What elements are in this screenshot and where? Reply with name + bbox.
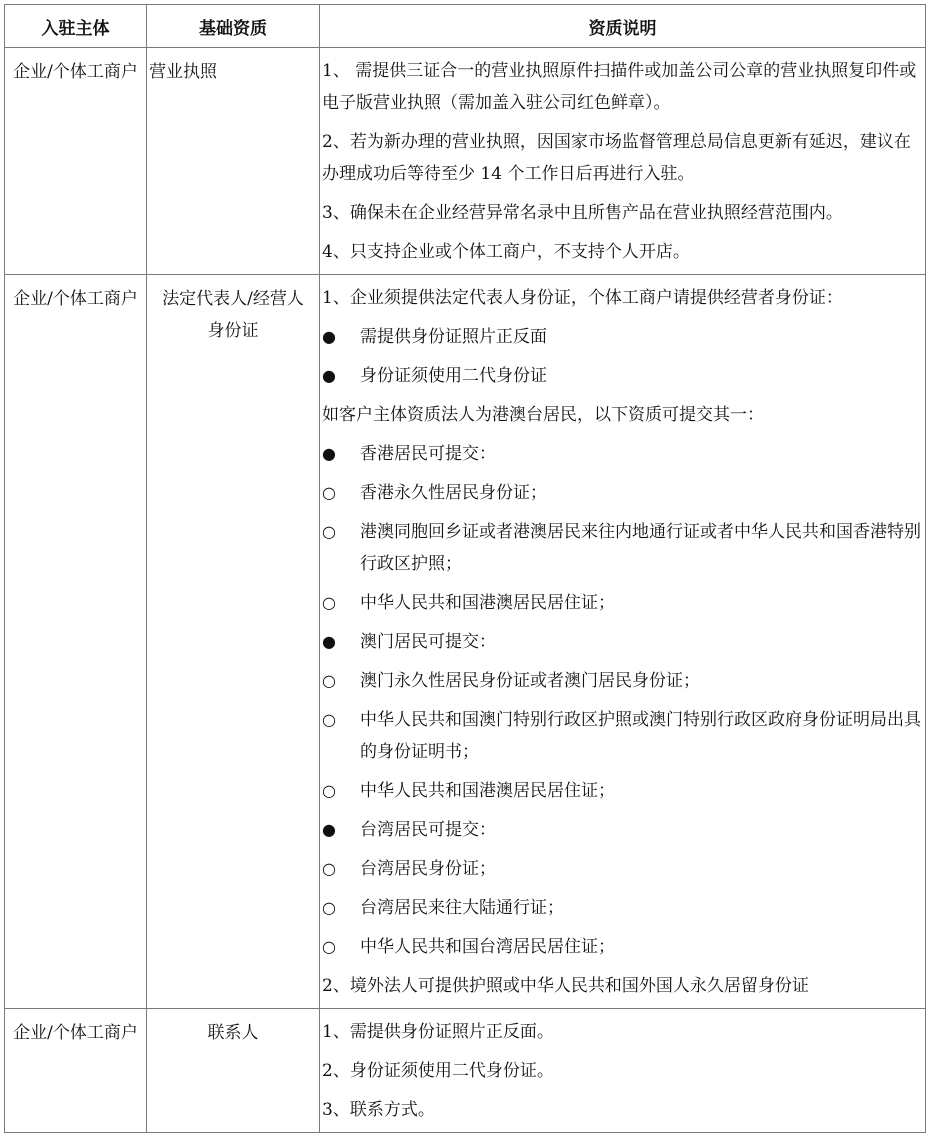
description-item: 2、身份证须使用二代身份证。 — [322, 1061, 554, 1081]
basic-text-line1: 法定代表人/经营人 — [162, 289, 304, 309]
table-header-row — [5, 5, 926, 48]
description-item: 4、只支持企业或个体工商户，不支持个人开店。 — [322, 242, 690, 262]
table-row-contact-person — [5, 1009, 926, 1133]
bullet-text: 中华人民共和国澳门特别行政区护照或澳门特别行政区政府身份证明局出具的身份证明书； — [360, 710, 921, 762]
bullet-item — [322, 850, 921, 889]
cell-description — [320, 275, 926, 1009]
bullet-text: 中华人民共和国港澳居民居住证； — [360, 593, 615, 613]
description-item: 如客户主体资质法人为港澳台居民，以下资质可提交其一： — [322, 405, 764, 425]
cell-description — [320, 48, 926, 275]
description-item: 2、若为新办理的营业执照，因国家市场监督管理总局信息更新有延迟，建议在办理成功后等待至少 14 个工作日后再进行入驻。 — [322, 132, 911, 184]
hollow-bullet-icon: ○ — [322, 522, 336, 541]
hollow-bullet-icon: ○ — [322, 483, 336, 502]
table-row-business-license — [5, 48, 926, 275]
hollow-bullet-icon: ○ — [322, 671, 336, 690]
basic-text: 联系人 — [207, 1023, 259, 1043]
description-item: 2、境外法人可提供护照或中华人民共和国外国人永久居留身份证 — [322, 976, 809, 996]
description-item: 1、企业须提供法定代表人身份证，个体工商户请提供经营者身份证： — [322, 288, 843, 308]
cell-basic — [147, 275, 320, 1009]
bullet-text: 澳门居民可提交： — [360, 632, 496, 652]
header-subject: 入驻主体 — [5, 5, 147, 48]
description-item: 1、 需提供三证合一的营业执照原件扫描件或加盖公司公章的营业执照复印件或电子版营业执照（需加盖入驻公司红色鲜章）。 — [322, 61, 917, 113]
bullet-text: 香港永久性居民身份证； — [360, 483, 547, 503]
description-item: 3、联系方式。 — [322, 1100, 435, 1120]
hollow-bullet-icon: ○ — [322, 898, 336, 917]
qualification-table — [4, 4, 926, 1133]
subject-text: 企业/个体工商户 — [13, 289, 138, 309]
hollow-bullet-icon: ○ — [322, 859, 336, 878]
filled-bullet-icon: ● — [322, 366, 336, 385]
table-row-legal-representative-id — [5, 275, 926, 1009]
description-item: 3、确保未在企业经营异常名录中且所售产品在营业执照经营范围内。 — [322, 203, 843, 223]
header-basic-qualification: 基础资质 — [147, 5, 320, 48]
bullet-text: 台湾居民可提交： — [360, 820, 496, 840]
bullet-text: 需提供身份证照片正反面 — [360, 327, 547, 347]
filled-bullet-icon: ● — [322, 632, 336, 651]
subject-text: 企业/个体工商户 — [13, 62, 138, 82]
cell-basic — [147, 48, 320, 275]
basic-text: 营业执照 — [149, 62, 217, 82]
basic-text — [147, 275, 319, 347]
bullet-item — [322, 513, 921, 584]
bullet-item — [322, 474, 921, 513]
bullet-text: 台湾居民身份证； — [360, 859, 496, 879]
bullet-text: 中华人民共和国港澳居民居住证； — [360, 781, 615, 801]
header-qualification-description: 资质说明 — [320, 5, 926, 48]
cell-subject — [5, 275, 147, 1009]
cell-basic — [147, 1009, 320, 1133]
hollow-bullet-icon: ○ — [322, 937, 336, 956]
bullet-text: 台湾居民来往大陆通行证； — [360, 898, 564, 918]
bullet-item — [322, 811, 921, 850]
bullet-item — [322, 772, 921, 811]
filled-bullet-icon: ● — [322, 820, 336, 839]
bullet-item — [322, 662, 921, 701]
description-list — [320, 275, 925, 1008]
description-item: 1、需提供身份证照片正反面。 — [322, 1022, 554, 1042]
bullet-text: 身份证须使用二代身份证 — [360, 366, 547, 386]
bullet-item — [322, 889, 921, 928]
filled-bullet-icon: ● — [322, 327, 336, 346]
bullet-text: 香港居民可提交： — [360, 444, 496, 464]
bullet-item — [322, 435, 921, 474]
hollow-bullet-icon: ○ — [322, 710, 336, 729]
bullet-item — [322, 318, 921, 357]
bullet-item — [322, 623, 921, 662]
bullet-item — [322, 357, 921, 396]
cell-subject — [5, 1009, 147, 1133]
cell-description — [320, 1009, 926, 1133]
bullet-item — [322, 701, 921, 772]
basic-text-line2: 身份证 — [207, 321, 259, 341]
bullet-item — [322, 928, 921, 967]
description-list — [320, 1009, 925, 1132]
bullet-text: 中华人民共和国台湾居民居住证； — [360, 937, 615, 957]
hollow-bullet-icon: ○ — [322, 781, 336, 800]
hollow-bullet-icon: ○ — [322, 593, 336, 612]
cell-subject — [5, 48, 147, 275]
bullet-text: 澳门永久性居民身份证或者澳门居民身份证； — [360, 671, 700, 691]
bullet-text: 港澳同胞回乡证或者港澳居民来往内地通行证或者中华人民共和国香港特别行政区护照； — [360, 522, 921, 574]
bullet-item — [322, 584, 921, 623]
filled-bullet-icon: ● — [322, 444, 336, 463]
description-list — [320, 48, 925, 274]
subject-text: 企业/个体工商户 — [13, 1023, 138, 1043]
